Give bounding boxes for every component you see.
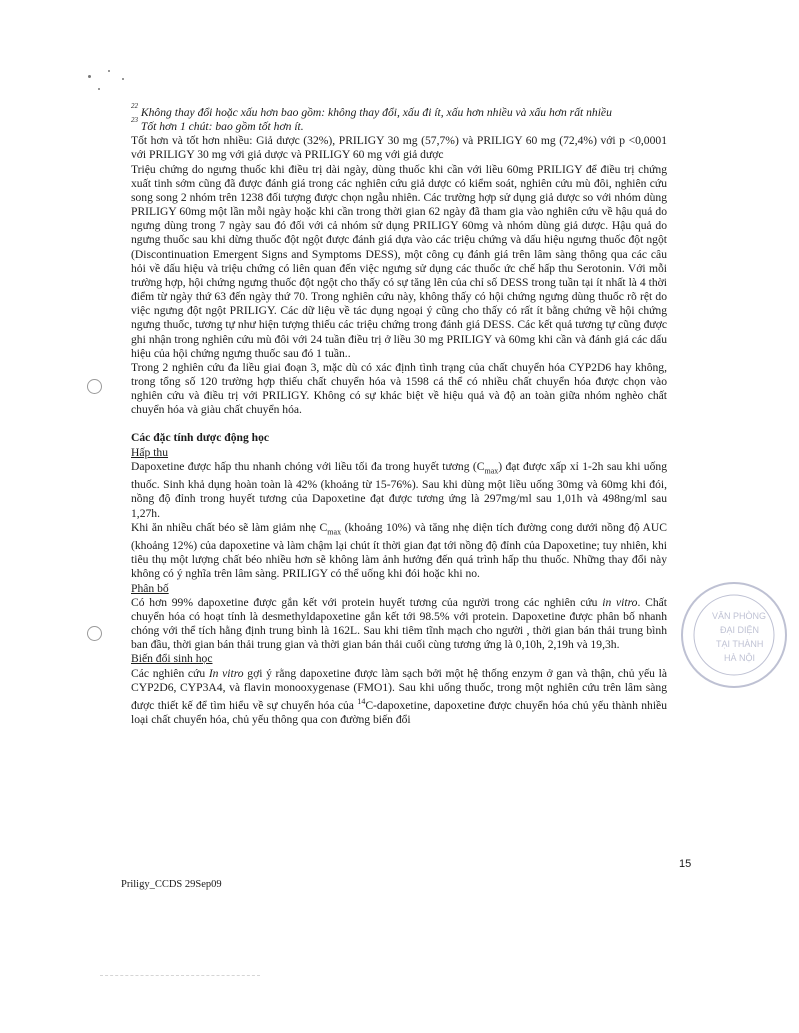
punch-hole-bottom (87, 626, 102, 641)
office-stamp (668, 575, 788, 695)
paragraph-cyp2d6: Trong 2 nghiên cứu đa liều giai đoạn 3, mặc dù có xác định tình trạng của chất chuyển hóa CYP2D6 hay không, trong tổng số 120 trường hợp thiếu chất chuyển hóa và 1598 cá thể có nhiều chất chuyển hóa được chọn vào nghiên cứu và điều trị với PRILIGY. Không có sự khác biệt về hiệu quả và độ an toàn giữa nhóm nghèo chất chuyển hóa và giàu chất chuyển hóa. (131, 360, 667, 417)
scan-speck (122, 78, 124, 80)
footnote-23: $^{23}$ Tốt hơn 1 chút: bao gồm tốt hơn ít. (131, 116, 304, 134)
section-heading-pharmacokinetics: Các đặc tính dược động học (131, 431, 270, 445)
paragraph-distribution: Có hơn 99% dapoxetine được gắn kết với protein huyết tương của người trong các nghiên cứu in vitro. Chất chuyển hóa có hoạt tính là desmethyldapoxetine gắn kết tới 98.5% với protein. Dapoxetine được phân bố nhanh chóng với thể tích hằng định trung bình là 162L. Sau khi tiêm tĩnh mạch cho người , thời gian bán thải trung bình ban đầu, thời gian bán thải trung gian và thời gian bán thải cuối cùng tương ứng là 0,10h, 2,19h và 19,3h. (131, 595, 667, 652)
scan-artifact-line (100, 975, 260, 976)
paragraph-absorption: Dapoxetine được hấp thu nhanh chóng với liều tối đa trong huyết tương $(C_{max})$ đạt được xấp xỉ 1-2h sau khi uống thuốc. Sinh khả dụng hoàn toàn là 42% (khoảng từ 15-76%). Sau khi dùng một liều uống 30mg và 60mg khi đói, nồng độ đỉnh trong huyết tương của Dapoxetine đạt được tương ứng là 297mg/ml sau 1,01h và 498ng/ml sau 1,27h. (131, 459, 667, 520)
document-body (131, 102, 668, 727)
stamp-line-2: ĐẠI DIỆN (720, 625, 760, 635)
stamp-line-4: HÀ NỘI (724, 653, 756, 663)
scan-speck (88, 75, 91, 78)
paragraph-biotransformation: Các nghiên cứu In vitro gợi ý rằng dapoxetine được làm sạch bởi một hệ thống enzym ở gan và thận, chủ yếu là CYP2D6, CYP3A4, và flavin monooxygenase (FMO1). Sau khi uống thuốc, trong một nghiên cứu trên lâm sàng được thiết kế để tìm hiểu về sự chuyển hóa của $^{14}$C-dapoxetine, dapoxetine được chuyển hóa chủ yếu thành nhiều loại chất chuyển hóa, chủ yếu thông qua con đường biến đổi (131, 666, 668, 726)
subheading-biotransformation: Biến đổi sinh học (131, 652, 213, 666)
scan-speck (98, 88, 100, 90)
subheading-distribution: Phân bố (131, 581, 169, 595)
scan-speck (108, 70, 110, 72)
page-number: 15 (679, 858, 692, 870)
paragraph-results: Tốt hơn và tốt hơn nhiều: Giả dược (32%), PRILIGY 30 mg (57,7%) và PRILIGY 60 mg (72,4%) với p <0,0001 với PRILIGY 30 mg với giả dược và PRILIGY 60 mg với giả dược (131, 134, 667, 162)
subheading-absorption: Hấp thu (131, 445, 169, 459)
paragraph-discontinuation: Triệu chứng do ngưng thuốc khi điều trị dài ngày, dùng thuốc khi cần với liều 60mg PRILIGY để điều trị chứng xuất tinh sớm cũng đã được đánh giá trong các nghiên cứu giả dược có kiểm soát, nghiên cứu mù đôi, nghiên cứu song song 2 nhóm trên 1238 đối tượng được chọn ngẫu nhiên. Các trường hợp sử dụng giả dược so với nhóm dùng PRILIGY 60mg một lần mỗi ngày hoặc khi cần trong thời gian 62 ngày đã tham gia vào nghiên cứu về hậu quả do ngưng dùng trong 7 ngày sau đó đối với cả nhóm sử dụng PRILIGY 60mg và nhóm dùng giả dược. Hậu quả do ngưng thuốc sau khi dừng thuốc đột ngột được đánh giá dựa vào các triệu chứng và dấu hiệu ngưng thuốc đột ngột (Discontinuation Emergent Signs and Symptoms DESS), một công cụ đánh giá trên lâm sàng thông qua các câu hỏi về dấu hiệu và triệu chứng có liên quan đến việc ngưng sử dụng các thuốc ức chế hấp thu Serotonin. Với mỗi trường hợp, hội chứng ngưng thuốc đột ngột cho thấy có sự tăng lên của chỉ số DESS trong tuần tại ít nhất là 4 thời điểm từ ngày thứ 63 đến ngày thứ 70. Trong nghiên cứu này, không thấy có hội chứng ngưng dùng thuốc rõ rệt do việc ngưng đột ngột PRILIGY. Các dữ liệu về tác dụng ngoại ý cũng cho thấy có rất ít bằng chứng về hội chứng ngưng thuốc, tương tự như hiện tượng thiếu các triệu chứng trong đánh giá DESS. Các kết quả tương tự cũng được ghi nhận trong nghiên cứu mù đôi với 24 tuần điều trị ở liều 30 mg PRILIGY và 60mg khi cần và đánh giá các dấu hiệu của hội chứng ngưng thuốc sau đó 1 tuần.. (131, 162, 667, 360)
punch-hole-top (87, 379, 102, 394)
footer-doc-id: Priligy_CCDS 29Sep09 (121, 879, 222, 890)
stamp-line-1: VĂN PHÒNG (712, 611, 767, 621)
footnote-22: $^{22}$ Không thay đổi hoặc xấu hơn bao gồm: không thay đổi, xấu đi ít, xấu hơn nhiều và xấu hơn rất nhiều (131, 102, 612, 119)
stamp-line-3: TẠI THÀNH (716, 639, 764, 649)
paragraph-food-effect: Khi ăn nhiều chất béo sẽ làm giảm nhẹ $C_{max}$ (khoảng 10%) và tăng nhẹ diện tích đường cong dưới nồng độ AUC (khoảng 12%) của dapoxetine và làm chậm lại chút ít thời gian đạt tới nồng độ đỉnh của Dapoxetine; tuy nhiên, khi tiêu thụ một lượng chất béo nhiều hơn sẽ không làm ảnh hưởng đến quá trình hấp thu thuốc. Những thay đổi này không có ý nghĩa trên lâm sàng. PRILIGY có thể uống khi đói hoặc khi no. (131, 520, 667, 581)
